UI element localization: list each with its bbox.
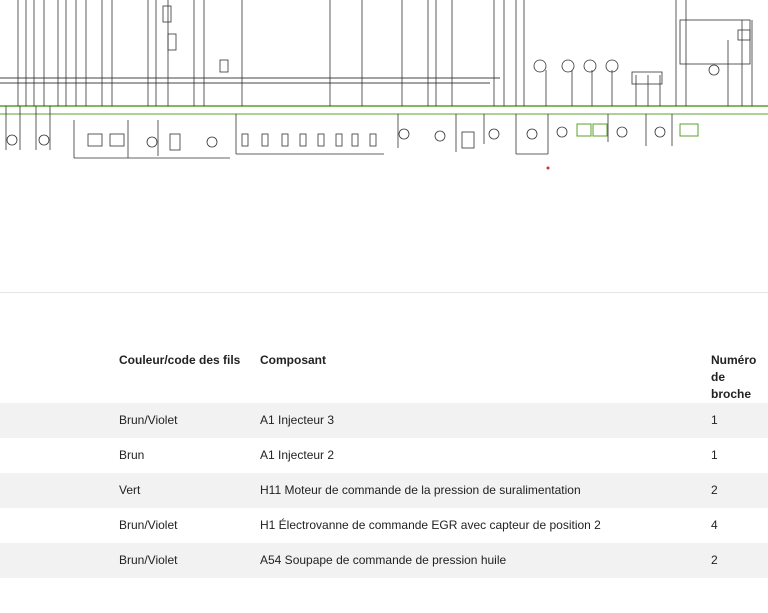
table-row bbox=[0, 473, 768, 508]
wire-color-cell: Vert bbox=[119, 483, 141, 497]
green-boxes bbox=[577, 124, 698, 136]
header-pin-number: Numéro de broche bbox=[711, 353, 757, 401]
header-spacer bbox=[0, 342, 119, 403]
component-cell bbox=[260, 578, 711, 613]
pin-cell bbox=[711, 578, 768, 613]
pin-cell: 1 bbox=[711, 448, 718, 462]
lower-components bbox=[7, 127, 665, 150]
upper-components bbox=[163, 6, 750, 84]
component-cell: H11 Moteur de commande de la pression de suralimentation bbox=[260, 483, 581, 497]
table-row bbox=[0, 508, 768, 543]
header-component: Composant bbox=[260, 353, 326, 367]
upper-wires bbox=[18, 0, 752, 106]
wiring-diagram bbox=[0, 0, 768, 292]
component-cell: A54 Soupape de commande de pression huile bbox=[260, 553, 507, 567]
table-row bbox=[0, 543, 768, 578]
table-row bbox=[0, 403, 768, 438]
pin-cell: 1 bbox=[711, 413, 718, 427]
table-row bbox=[0, 578, 768, 613]
table-row bbox=[0, 438, 768, 473]
wire-color-cell: Brun/Violet bbox=[119, 413, 178, 427]
wire-color-cell: Brun bbox=[119, 448, 145, 462]
component-cell: A1 Injecteur 2 bbox=[260, 448, 335, 462]
wire-color-cell bbox=[119, 578, 260, 613]
component-cell: A1 Injecteur 3 bbox=[260, 413, 335, 427]
section-divider bbox=[0, 292, 768, 293]
header-wire-color: Couleur/code des fils bbox=[119, 353, 241, 367]
component-cell: H1 Électrovanne de commande EGR avec capteur de position 2 bbox=[260, 518, 601, 532]
marker-dot bbox=[547, 167, 550, 170]
pin-cell: 2 bbox=[711, 483, 718, 497]
wire-color-cell: Brun/Violet bbox=[119, 553, 178, 567]
pin-cell: 2 bbox=[711, 553, 718, 567]
table-header-row bbox=[0, 342, 768, 403]
wire-color-cell: Brun/Violet bbox=[119, 518, 178, 532]
wiring-table bbox=[0, 342, 768, 613]
pin-cell: 4 bbox=[711, 518, 718, 532]
